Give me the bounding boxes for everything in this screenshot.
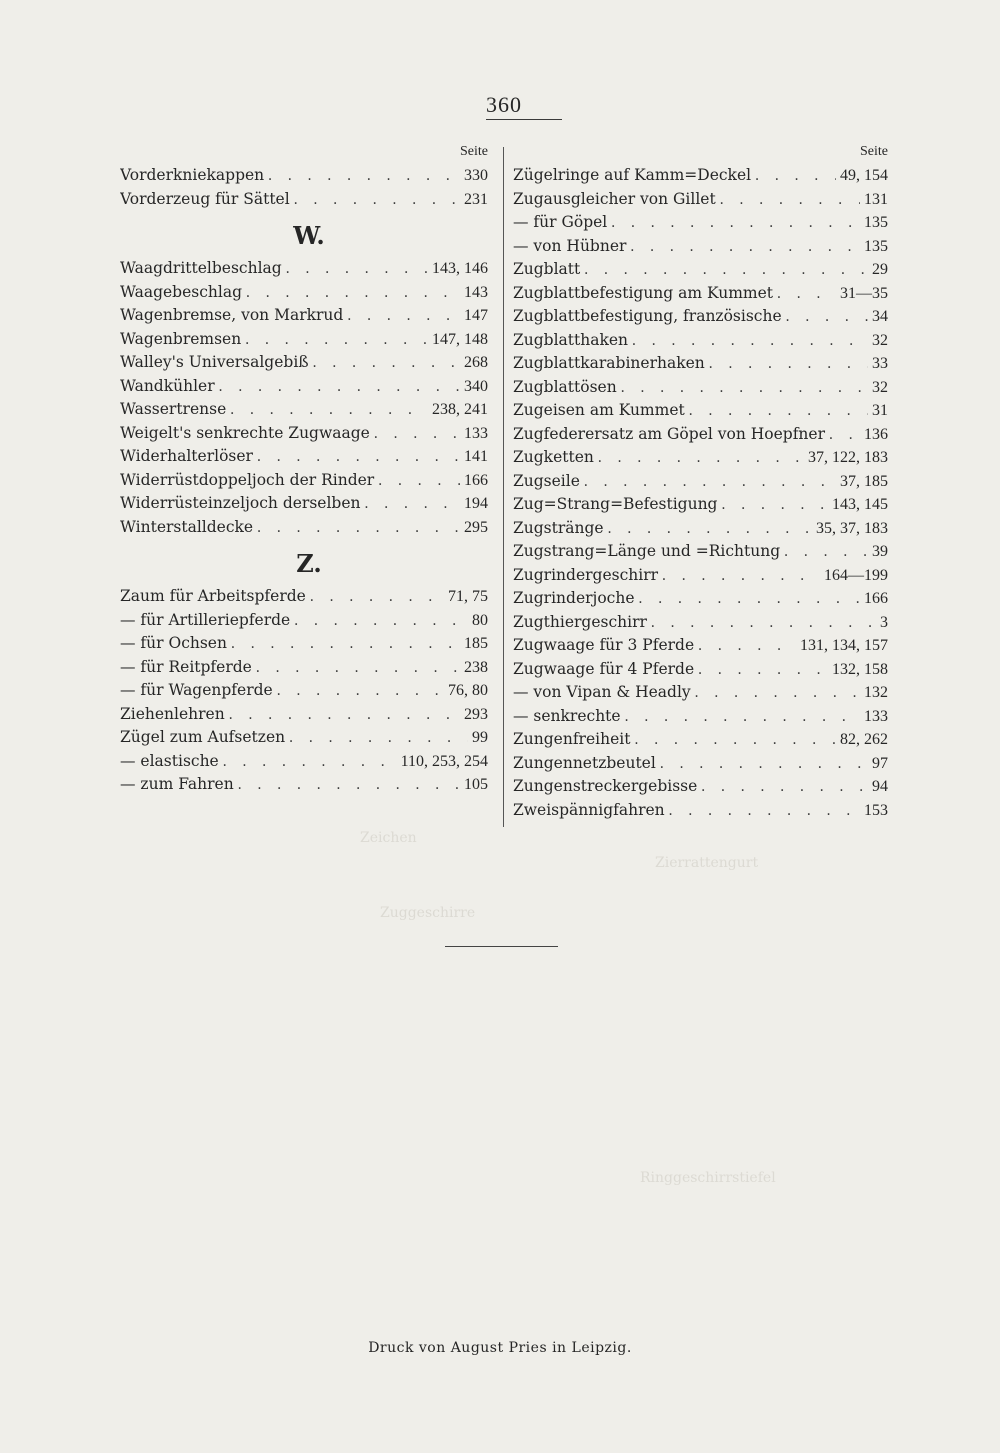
index-entry: Zugwaage für 4 Pferde . . . 132, 158 — [513, 658, 888, 682]
closing-rule — [445, 946, 558, 947]
index-entry: — für Artilleriepferde . . . 80 — [120, 609, 488, 633]
index-entry: — zum Fahren . . . 105 — [120, 773, 488, 797]
index-entry: Zugblatthaken . . . 32 — [513, 329, 888, 353]
index-entry: — für Reitpferde . . . 238 — [120, 656, 488, 680]
index-entry: Waagebeschlag . . . 143 — [120, 281, 488, 305]
index-entry: Zugfederersatz am Göpel von Hoepfner . . . 136 — [513, 423, 888, 447]
index-entry: Wandkühler . . . 340 — [120, 375, 488, 399]
index-entry: Vorderzeug für Sättel . . . 231 — [120, 188, 488, 212]
index-entry: — von Hübner . . . 135 — [513, 235, 888, 259]
index-entry: Zugstrang=Länge und =Richtung . . . 39 — [513, 540, 888, 564]
index-entry: Zugblattösen . . . 32 — [513, 376, 888, 400]
index-entry: Zweispännigfahren . . . 153 — [513, 799, 888, 823]
index-entry: Widerrüstdoppeljoch der Rinder . . . 166 — [120, 469, 488, 493]
index-entry: — elastische . . . 110, 253, 254 — [120, 750, 488, 774]
show-through-text: Ringgeschirrstiefel — [640, 1170, 776, 1186]
index-entry: — für Göpel . . . 135 — [513, 211, 888, 235]
column-divider — [503, 147, 504, 827]
show-through-text: Zeichen — [360, 830, 417, 846]
index-entry: — von Vipan & Headly . . . 132 — [513, 681, 888, 705]
index-entry: Ziehenlehren . . . 293 — [120, 703, 488, 727]
index-entry: Wagenbremse, von Markrud . . . 147 — [120, 304, 488, 328]
index-entry: Zugstränge . . . 35, 37, 183 — [513, 517, 888, 541]
index-entry: Wagenbremsen . . . 147, 148 — [120, 328, 488, 352]
index-entry: Zungenfreiheit . . . 82, 262 — [513, 728, 888, 752]
index-entry: Zugblattbefestigung am Kummet . . . 31—35 — [513, 282, 888, 306]
index-entry: Walley's Universalgebiß . . . 268 — [120, 351, 488, 375]
header-rule — [486, 119, 562, 120]
index-entry: Zugthiergeschirr . . . 3 — [513, 611, 888, 635]
section-letter-z: Z. — [296, 549, 322, 578]
index-entry: Zügelringe auf Kamm=Deckel . . . 49, 154 — [513, 164, 888, 188]
index-entry: Zügel zum Aufsetzen . . . 99 — [120, 726, 488, 750]
index-entry: Zugausgleicher von Gillet . . . 131 — [513, 188, 888, 212]
section-letter-w: W. — [293, 221, 325, 250]
column-header-seite: Seite — [860, 144, 888, 159]
index-entry: Zugrinderjoche . . . 166 — [513, 587, 888, 611]
index-entry: Zungennetzbeutel . . . 97 — [513, 752, 888, 776]
index-entry: Weigelt's senkrechte Zugwaage . . . 133 — [120, 422, 488, 446]
show-through-text: Zuggeschirre — [380, 905, 476, 921]
index-entry: Winterstalldecke . . . 295 — [120, 516, 488, 540]
index-entry: Waagdrittelbeschlag . . . 143, 146 — [120, 257, 488, 281]
index-entry: Zungenstreckergebisse . . . 94 — [513, 775, 888, 799]
index-entry: Vorderkniekappen . . . 330 — [120, 164, 488, 188]
index-entry: — senkrechte . . . 133 — [513, 705, 888, 729]
index-column-right — [513, 140, 888, 822]
column-header-seite: Seite — [460, 144, 488, 159]
index-entry: Zugketten . . . 37, 122, 183 — [513, 446, 888, 470]
index-entry: Widerhalterlöser . . . 141 — [120, 445, 488, 469]
index-entry: Zugblattkarabinerhaken . . . 33 — [513, 352, 888, 376]
index-entry: Zug=Strang=Befestigung . . . 143, 145 — [513, 493, 888, 517]
index-entry: Zugwaage für 3 Pferde . . . 131, 134, 157 — [513, 634, 888, 658]
index-entry: Zaum für Arbeitspferde . . . 71, 75 — [120, 585, 488, 609]
printer-imprint: Druck von August Pries in Leipzig. — [368, 1340, 632, 1356]
index-entry: Widerrüsteinzeljoch derselben . . . 194 — [120, 492, 488, 516]
index-entry: — für Ochsen . . . 185 — [120, 632, 488, 656]
index-entry: Wassertrense . . . 238, 241 — [120, 398, 488, 422]
index-entry: Zugrindergeschirr . . . 164—199 — [513, 564, 888, 588]
index-entry: Zugblatt . . . 29 — [513, 258, 888, 282]
index-entry: — für Wagenpferde . . . 76, 80 — [120, 679, 488, 703]
page-number: 360 — [486, 92, 522, 117]
index-entry: Zugeisen am Kummet . . . 31 — [513, 399, 888, 423]
index-entry: Zugblattbefestigung, französische . . . 34 — [513, 305, 888, 329]
index-entry: Zugseile . . . 37, 185 — [513, 470, 888, 494]
show-through-text: Zierrattengurt — [655, 855, 759, 871]
index-column-left — [120, 140, 488, 797]
